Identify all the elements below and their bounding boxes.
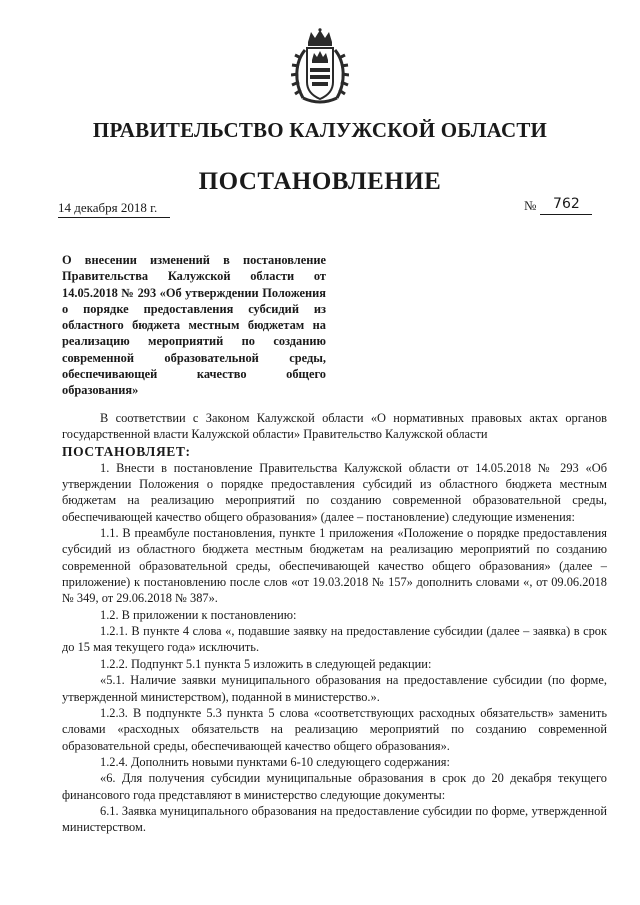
number-sign: № [524, 198, 537, 213]
document-type-title: ПОСТАНОВЛЕНИЕ [198, 168, 442, 195]
paragraph-1-2: 1.2. В приложении к постановлению: [100, 607, 297, 622]
paragraph-6-1: 6.1. Заявка муниципального образования на предоставление субсидии по форме, утвержденной министерством. [62, 803, 607, 835]
document-body [62, 410, 607, 836]
paragraph-1: 1. Внести в постановление Правительства Калужской области от 14.05.2018 № 293 «Об утверждении Положения о порядке предоставления субсидий из областного бюджета местным бюджетам на реализацию мероприятий по созданию современной образовательной среды, обеспечивающей качество общего образования» (далее – постановление) следующие изменения: [62, 460, 607, 524]
number-value: 762 [540, 196, 592, 215]
preamble-paragraph: В соответствии с Законом Калужской области «О нормативных правовых актах органов государственной власти Калужской области» Правительство Калужской области [62, 411, 607, 442]
paragraph-5-1: «5.1. Наличие заявки муниципального образования на предоставление субсидии (по форме, утвержденной министерством), поданной в министерство.». [62, 673, 607, 704]
resolves-heading: ПОСТАНОВЛЯЕТ: [62, 443, 191, 459]
document-date: 14 декабря 2018 г. [58, 200, 170, 218]
document-number [524, 196, 592, 215]
paragraph-1-2-1: 1.2.1. В пункте 4 слова «, подавшие заявку на предоставление субсидии (далее – заявка) в срок до 15 мая текущего года» исключить. [62, 624, 607, 655]
organization-title: ПРАВИТЕЛЬСТВО КАЛУЖСКОЙ ОБЛАСТИ [92, 118, 548, 142]
paragraph-1-1: 1.1. В преамбуле постановления, пункте 1 приложения «Положение о порядке предоставления субсидий из областного бюджета местным бюджетам на реализацию мероприятий по созданию современной образовательной среды, обеспечивающей качество общего образования» (далее – приложение) к постановлению после слов «от 19.03.2018 № 157» дополнить словами «, от 09.06.2018 № 349, от 29.06.2018 № 387». [62, 526, 607, 606]
document-subject: О внесении изменений в постановление Правительства Калужской области от 14.05.2018 № 293 «Об утверждении Положения о порядке предоставления субсидий из областного бюджета местным бюджетам на реализацию мероприятий по созданию современной образовательной среды, обеспечивающей качество общего образования» [62, 253, 326, 398]
paragraph-1-2-2: 1.2.2. Подпункт 5.1 пункта 5 изложить в следующей редакции: [100, 656, 432, 671]
paragraph-1-2-4: 1.2.4. Дополнить новыми пунктами 6-10 следующего содержания: [100, 754, 450, 769]
paragraph-1-2-3: 1.2.3. В подпункте 5.3 пункта 5 слова «соответствующих расходных обязательств» заменить словами «расходных обязательств на реализацию мероприятий по созданию современной образовательной среды, обеспечивающей качество общего образования». [62, 705, 607, 753]
paragraph-6: «6. Для получения субсидии муниципальные образования в срок до 20 декабря текущего финансового года представляют в министерство следующие документы: [62, 771, 607, 802]
kaluga-coat-of-arms-icon [291, 28, 349, 108]
